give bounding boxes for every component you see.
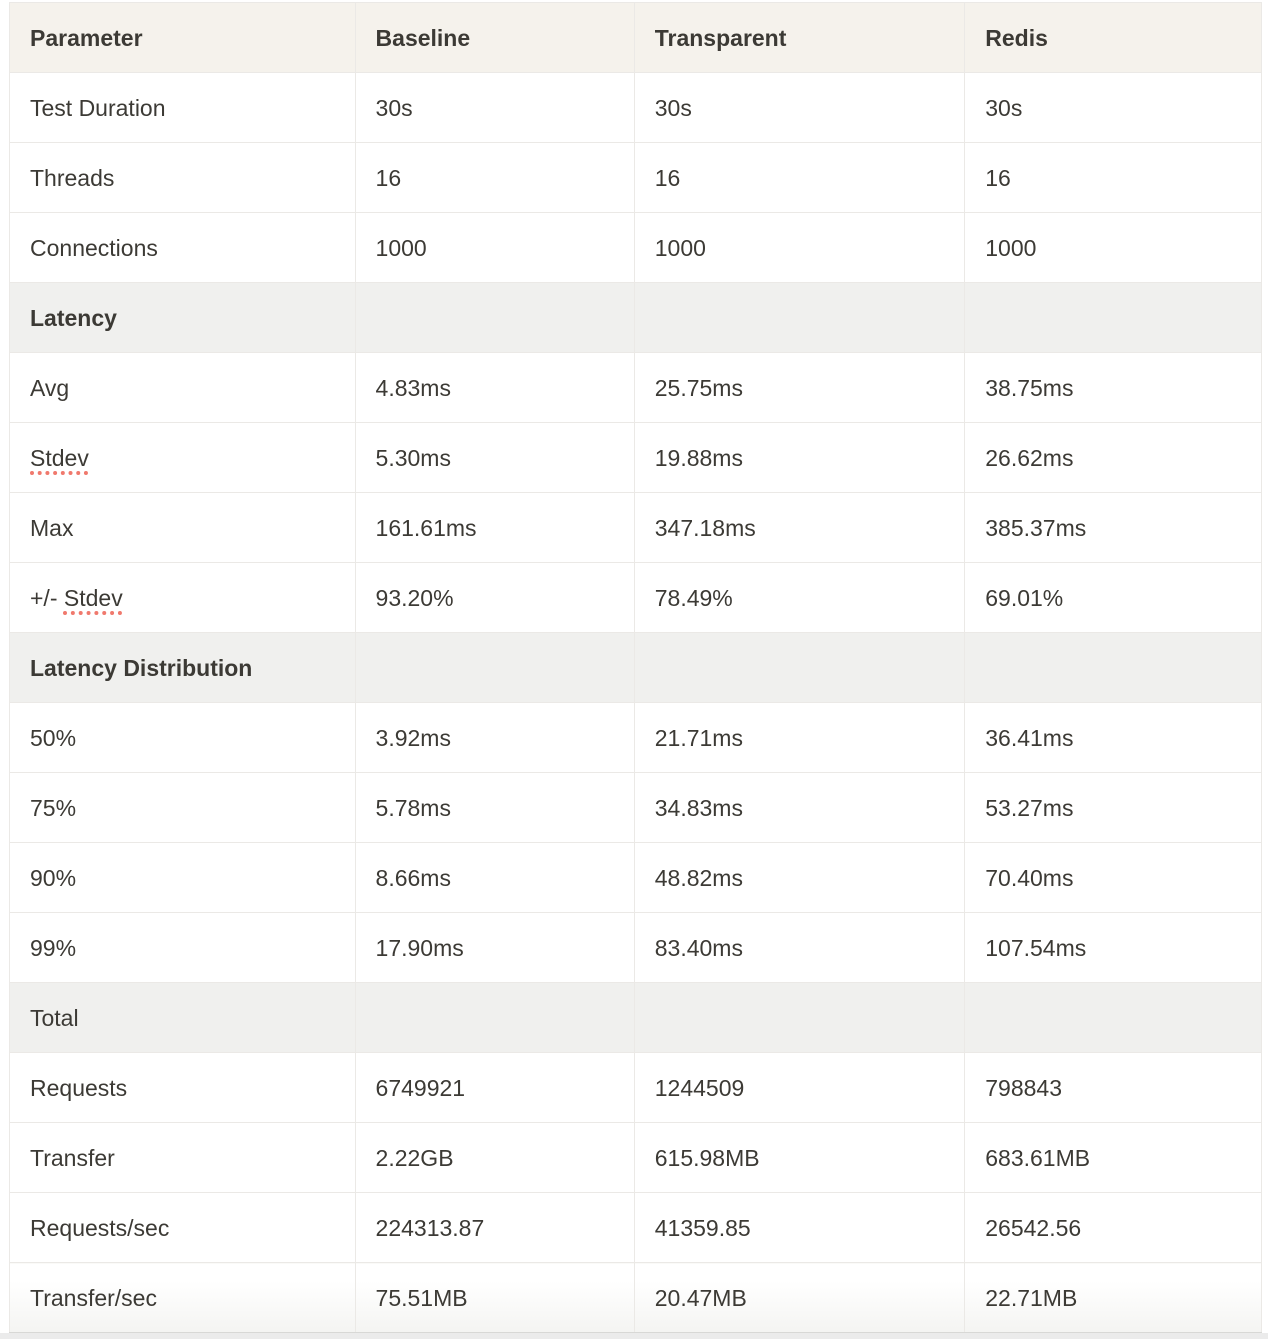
value-cell: 1244509: [634, 1053, 965, 1123]
table-row: [10, 143, 1262, 213]
value-cell: 34.83ms: [634, 773, 965, 843]
value-cell: 22.71MB: [965, 1263, 1262, 1333]
value-cell: 16: [355, 143, 634, 213]
value-cell: 38.75ms: [965, 353, 1262, 423]
section-label: Latency: [10, 283, 356, 353]
param-cell: [10, 703, 356, 773]
value-cell: 70.40ms: [965, 843, 1262, 913]
param-text: Connections: [30, 234, 158, 261]
value-cell: 19.88ms: [634, 423, 965, 493]
value-cell: 1000: [355, 213, 634, 283]
table-body: [10, 73, 1262, 1333]
param-cell: [10, 843, 356, 913]
value-cell: 6749921: [355, 1053, 634, 1123]
section-empty-cell: [634, 983, 965, 1053]
value-cell: 347.18ms: [634, 493, 965, 563]
table-row: [10, 1053, 1262, 1123]
table-row: [10, 423, 1262, 493]
table-row: [10, 213, 1262, 283]
table-row: [10, 913, 1262, 983]
table-row: [10, 493, 1262, 563]
value-cell: 36.41ms: [965, 703, 1262, 773]
param-text: 50%: [30, 724, 77, 751]
param-text: Max: [30, 514, 74, 541]
table-row: [10, 73, 1262, 143]
table-row: [10, 353, 1262, 423]
param-text: Threads: [30, 164, 115, 191]
param-text: 90%: [30, 864, 77, 891]
section-empty-cell: [965, 283, 1262, 353]
table-row: [10, 1193, 1262, 1263]
param-cell: [10, 423, 356, 493]
value-cell: 3.92ms: [355, 703, 634, 773]
value-cell: 30s: [634, 73, 965, 143]
param-text: Transfer/sec: [30, 1284, 157, 1311]
param-text: +/-: [30, 584, 64, 611]
section-empty-cell: [355, 983, 634, 1053]
header-row: [10, 3, 1262, 73]
value-cell: 4.83ms: [355, 353, 634, 423]
table-row: [10, 773, 1262, 843]
value-cell: 17.90ms: [355, 913, 634, 983]
value-cell: 53.27ms: [965, 773, 1262, 843]
value-cell: 5.78ms: [355, 773, 634, 843]
section-row: [10, 983, 1262, 1053]
value-cell: 21.71ms: [634, 703, 965, 773]
value-cell: 798843: [965, 1053, 1262, 1123]
misspelled-word: Stdev: [63, 584, 123, 611]
value-cell: 26542.56: [965, 1193, 1262, 1263]
value-cell: 83.40ms: [634, 913, 965, 983]
value-cell: 161.61ms: [355, 493, 634, 563]
section-empty-cell: [965, 983, 1262, 1053]
value-cell: 683.61MB: [965, 1123, 1262, 1193]
value-cell: 48.82ms: [634, 843, 965, 913]
benchmark-table: [9, 2, 1262, 1333]
section-row: [10, 633, 1262, 703]
param-cell: [10, 1123, 356, 1193]
value-cell: 69.01%: [965, 563, 1262, 633]
value-cell: 20.47MB: [634, 1263, 965, 1333]
param-cell: [10, 1263, 356, 1333]
section-empty-cell: [634, 283, 965, 353]
section-empty-cell: [965, 633, 1262, 703]
section-empty-cell: [355, 283, 634, 353]
section-label: Latency Distribution: [10, 633, 356, 703]
value-cell: 25.75ms: [634, 353, 965, 423]
value-cell: 107.54ms: [965, 913, 1262, 983]
param-text: Requests/sec: [30, 1214, 170, 1241]
param-text: 75%: [30, 794, 77, 821]
param-cell: [10, 213, 356, 283]
value-cell: 385.37ms: [965, 493, 1262, 563]
section-empty-cell: [634, 633, 965, 703]
param-text: Test Duration: [30, 94, 166, 121]
param-text: 99%: [30, 934, 77, 961]
value-cell: 1000: [965, 213, 1262, 283]
misspelled-word: Stdev: [30, 444, 89, 471]
value-cell: 1000: [634, 213, 965, 283]
value-cell: 78.49%: [634, 563, 965, 633]
value-cell: 2.22GB: [355, 1123, 634, 1193]
column-header-transparent: Transparent: [634, 3, 965, 73]
table-row: [10, 1263, 1262, 1333]
value-cell: 30s: [965, 73, 1262, 143]
param-cell: [10, 1053, 356, 1123]
value-cell: 615.98MB: [634, 1123, 965, 1193]
param-text: Avg: [30, 374, 70, 401]
value-cell: 30s: [355, 73, 634, 143]
column-header-parameter: Parameter: [10, 3, 356, 73]
table-row: [10, 703, 1262, 773]
value-cell: 41359.85: [634, 1193, 965, 1263]
value-cell: 224313.87: [355, 1193, 634, 1263]
section-label: Total: [10, 983, 356, 1053]
value-cell: 16: [634, 143, 965, 213]
param-text: Transfer: [30, 1144, 115, 1171]
table-row: [10, 563, 1262, 633]
param-cell: [10, 493, 356, 563]
param-cell: [10, 73, 356, 143]
param-cell: [10, 913, 356, 983]
section-empty-cell: [355, 633, 634, 703]
table-row: [10, 843, 1262, 913]
section-row: [10, 283, 1262, 353]
value-cell: 5.30ms: [355, 423, 634, 493]
value-cell: 8.66ms: [355, 843, 634, 913]
page-bottom-strip: [0, 1333, 1268, 1339]
param-cell: [10, 353, 356, 423]
value-cell: 75.51MB: [355, 1263, 634, 1333]
value-cell: 16: [965, 143, 1262, 213]
column-header-redis: Redis: [965, 3, 1262, 73]
param-text: Requests: [30, 1074, 128, 1101]
param-cell: [10, 1193, 356, 1263]
param-cell: [10, 773, 356, 843]
value-cell: 26.62ms: [965, 423, 1262, 493]
value-cell: 93.20%: [355, 563, 634, 633]
column-header-baseline: Baseline: [355, 3, 634, 73]
table-row: [10, 1123, 1262, 1193]
param-cell: [10, 563, 356, 633]
param-cell: [10, 143, 356, 213]
